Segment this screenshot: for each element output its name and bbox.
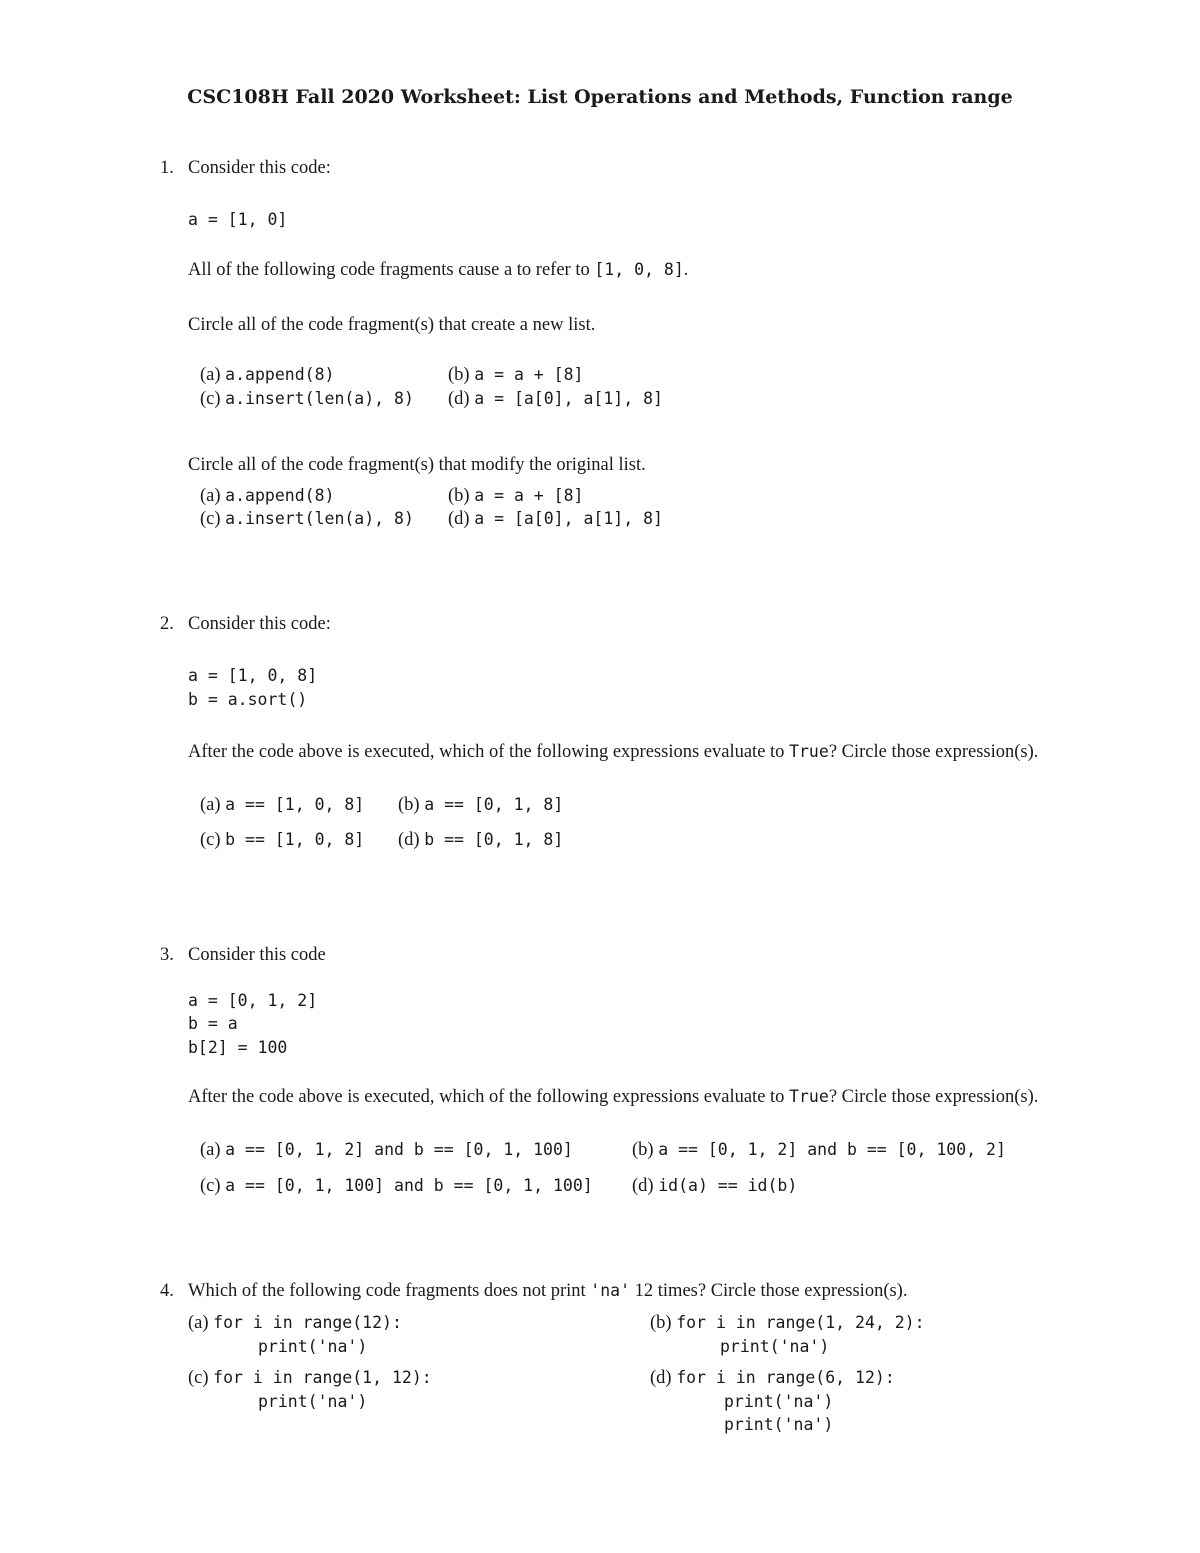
option-label: (a) xyxy=(200,1140,221,1160)
option-code: a == [0, 1, 2] and b == [0, 1, 100] xyxy=(225,1140,573,1159)
option-b[interactable] xyxy=(448,486,583,507)
question-number: 4. xyxy=(160,1281,174,1301)
option-label: (c) xyxy=(200,830,221,850)
option-label: (b) xyxy=(632,1140,654,1160)
option-c[interactable] xyxy=(200,1176,593,1197)
option-label: (b) xyxy=(448,486,470,506)
question-intro: Consider this code: xyxy=(188,614,331,634)
option-code: a = [a[0], a[1], 8] xyxy=(474,509,663,528)
question-text-part: After the code above is executed, which of the following expressions evaluate to xyxy=(188,742,790,762)
question-text-part: After the code above is executed, which of the following expressions evaluate to xyxy=(188,1087,790,1107)
option-code: b == [0, 1, 8] xyxy=(424,830,564,849)
option-label: (c) xyxy=(200,509,221,529)
code-line: a = [1, 0, 8] xyxy=(188,666,318,685)
option-b[interactable] xyxy=(448,365,583,386)
option-code: a == [0, 1, 100] and b == [0, 1, 100] xyxy=(225,1176,593,1195)
code-line: b = a xyxy=(188,1014,238,1033)
question-text-part: ? Circle those expression(s). xyxy=(828,1087,1039,1107)
option-code: a.append(8) xyxy=(225,486,335,505)
option-d[interactable] xyxy=(650,1368,895,1389)
option-code: a == [0, 1, 8] xyxy=(424,795,564,814)
option-code: id(a) == id(b) xyxy=(658,1176,798,1195)
option-b[interactable] xyxy=(650,1313,925,1334)
option-code: for i in range(1, 24, 2): xyxy=(676,1313,925,1332)
option-c[interactable] xyxy=(200,509,414,530)
option-label: (a) xyxy=(188,1313,209,1333)
option-label: (b) xyxy=(650,1313,672,1333)
option-code: a == [0, 1, 2] and b == [0, 100, 2] xyxy=(658,1140,1006,1159)
option-a[interactable] xyxy=(188,1313,402,1334)
option-c[interactable] xyxy=(200,830,364,851)
option-code: for i in range(12): xyxy=(213,1313,402,1332)
statement-code: [1, 0, 8] xyxy=(594,260,684,279)
code-line: b = a.sort() xyxy=(188,690,308,709)
code-line: b[2] = 100 xyxy=(188,1038,288,1057)
question-text-part: ? Circle those expression(s). xyxy=(828,742,1039,762)
question-code: True xyxy=(789,1087,829,1106)
option-code-line: print('na') xyxy=(258,1392,368,1411)
option-d[interactable] xyxy=(632,1176,797,1197)
option-code-line: print('na') xyxy=(724,1415,834,1434)
page-title: CSC108H Fall 2020 Worksheet: List Operations and Methods, Function range xyxy=(187,86,1013,108)
option-label: (a) xyxy=(200,365,221,385)
option-label: (c) xyxy=(200,389,221,409)
question-code: 'na' xyxy=(590,1281,631,1300)
option-code: a.append(8) xyxy=(225,365,335,384)
option-label: (c) xyxy=(200,1176,221,1196)
statement-text: . xyxy=(683,260,689,280)
question-text xyxy=(188,739,1086,765)
question-prompt: Circle all of the code fragment(s) that modify the original list. xyxy=(188,455,646,475)
option-label: (d) xyxy=(650,1368,672,1388)
option-c[interactable] xyxy=(188,1368,432,1389)
option-code-line: print('na') xyxy=(724,1392,834,1411)
option-code: a = a + [8] xyxy=(474,365,584,384)
question-text xyxy=(188,1281,907,1302)
question-number: 3. xyxy=(160,945,174,965)
code-line: a = [1, 0] xyxy=(188,210,288,229)
option-code: a = a + [8] xyxy=(474,486,584,505)
question-prompt: Circle all of the code fragment(s) that create a new list. xyxy=(188,315,596,335)
question-intro: Consider this code xyxy=(188,945,326,965)
option-label: (d) xyxy=(448,389,470,409)
question-text xyxy=(188,1084,1086,1110)
option-code: b == [1, 0, 8] xyxy=(225,830,365,849)
option-label: (b) xyxy=(398,795,420,815)
option-d[interactable] xyxy=(448,509,663,530)
option-c[interactable] xyxy=(200,389,414,410)
option-label: (d) xyxy=(448,509,470,529)
option-label: (c) xyxy=(188,1368,209,1388)
option-code: for i in range(1, 12): xyxy=(213,1368,432,1387)
option-b[interactable] xyxy=(632,1140,1006,1161)
question-number: 2. xyxy=(160,614,174,634)
option-label: (d) xyxy=(632,1176,654,1196)
option-label: (b) xyxy=(448,365,470,385)
option-d[interactable] xyxy=(398,830,563,851)
option-label: (d) xyxy=(398,830,420,850)
option-a[interactable] xyxy=(200,486,334,507)
option-a[interactable] xyxy=(200,1140,573,1161)
option-a[interactable] xyxy=(200,365,334,386)
option-b[interactable] xyxy=(398,795,563,816)
option-code: a = [a[0], a[1], 8] xyxy=(474,389,663,408)
code-line: a = [0, 1, 2] xyxy=(188,991,318,1010)
question-statement xyxy=(188,260,688,281)
option-code-line: print('na') xyxy=(720,1337,830,1356)
question-number: 1. xyxy=(160,158,174,178)
option-d[interactable] xyxy=(448,389,663,410)
option-code: a.insert(len(a), 8) xyxy=(225,509,414,528)
question-intro: Consider this code: xyxy=(188,158,331,178)
option-code: for i in range(6, 12): xyxy=(676,1368,895,1387)
option-code: a == [1, 0, 8] xyxy=(225,795,365,814)
option-code: a.insert(len(a), 8) xyxy=(225,389,414,408)
question-code: True xyxy=(789,742,829,761)
option-label: (a) xyxy=(200,486,221,506)
option-label: (a) xyxy=(200,795,221,815)
question-text-part: 12 times? Circle those expression(s). xyxy=(630,1281,908,1301)
option-a[interactable] xyxy=(200,795,364,816)
question-text-part: Which of the following code fragments does not print xyxy=(188,1281,591,1301)
statement-text: All of the following code fragments cause a to refer to xyxy=(188,260,595,280)
option-code-line: print('na') xyxy=(258,1337,368,1356)
